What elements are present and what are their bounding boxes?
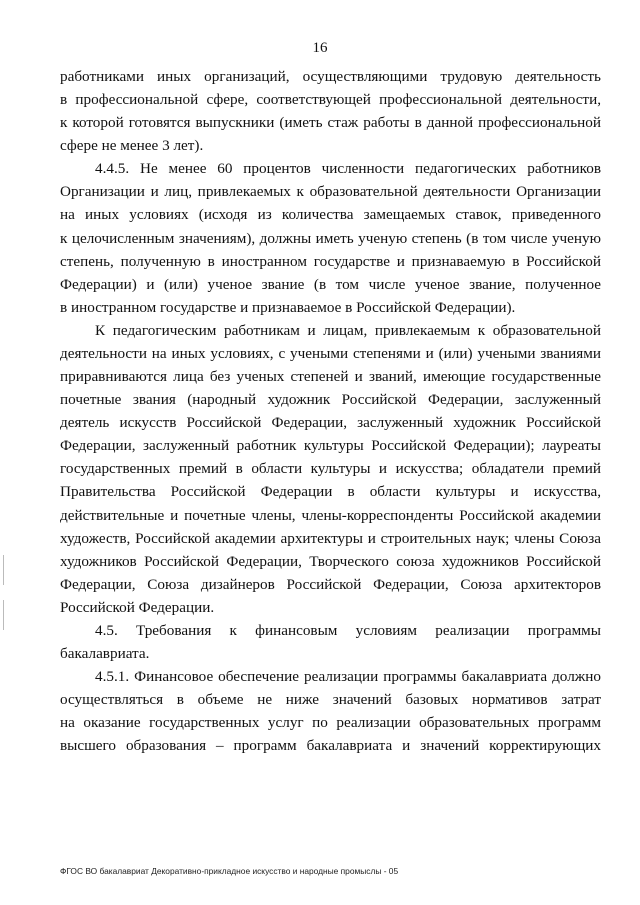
left-edge-mark [3,555,4,585]
text-line: на иных условиях (исходя из количества замещаемых ставок, приведенного [60,206,601,224]
text-line: почетные звания (народный художник Российской Федерации, заслуженный [60,391,601,409]
text-line: деятель искусств Российской Федерации, заслуженный художник Российской [60,414,601,432]
text-line: работниками иных организаций, осуществляющими трудовую деятельность [60,68,601,85]
page-footer: ФГОС ВО бакалавриат Декоративно-прикладное искусство и народные промыслы - 05 [60,866,399,876]
text-line: государственных премий в области культуры и искусства; обладатели премий [60,460,601,478]
text-line: Правительства Российской Федерации в области культуры и искусства, [60,483,601,501]
left-edge-mark [3,600,4,630]
text-line: Организации и лиц, привлекаемых к образовательной деятельности Организации [60,183,601,201]
text-line: художеств, Российской академии архитектуры и строительных наук; члены Союза [60,529,601,547]
text-line: высшего образования – программ бакалавриата и значений корректирующих [60,737,601,755]
text-line: к которой готовятся выпускники (иметь стаж работы в данной профессиональной [60,114,601,132]
text-line: осуществляться в объеме не ниже значений базовых нормативов затрат [60,691,601,709]
text-line: Федерации) и (или) ученое звание (в том числе ученое звание, полученное [60,275,601,293]
page-number: 16 [312,40,328,56]
text-line: Российской Федерации. [60,598,215,616]
text-line: к целочисленным значениям), должны иметь ученую степень (в том числе ученую [60,229,601,247]
text-line: художников Российской Федерации, Творческого союза художников Российской [60,552,601,570]
text-line: действительные и почетные члены, члены-корреспонденты Российской академии [60,506,601,524]
text-line: степень, полученную в иностранном государстве и признаваемую в Российской [60,252,601,270]
text-line: бакалавриата. [60,645,150,662]
text-line: сфере не менее 3 лет). [60,137,204,155]
text-line: в иностранном государстве и признаваемое в Российской Федерации). [60,298,516,316]
text-line: приравниваются лица без ученых степеней и званий, имеющие государственные [60,368,601,386]
text-line: Федерации, заслуженный работник культуры Российской Федерации); лауреаты [60,437,601,455]
text-line: К педагогическим работникам и лицам, привлекаемым к образовательной [95,321,601,339]
text-line: деятельности на иных условиях, с учеными степенями и (или) учеными званиями [60,344,601,362]
text-line: 4.5. Требования к финансовым условиям реализации программы [95,621,601,639]
text-line: на оказание государственных услуг по реализации образовательных программ [60,714,601,732]
text-line: Федерации, Союза дизайнеров Российской Федерации, Союза архитекторов [60,575,601,593]
text-line: 4.4.5. Не менее 60 процентов численности педагогических работников [95,160,601,178]
text-line: в профессиональной сфере, соответствующей профессиональной деятельности, [60,91,601,109]
text-line: 4.5.1. Финансовое обеспечение реализации программы бакалавриата должно [95,668,601,686]
